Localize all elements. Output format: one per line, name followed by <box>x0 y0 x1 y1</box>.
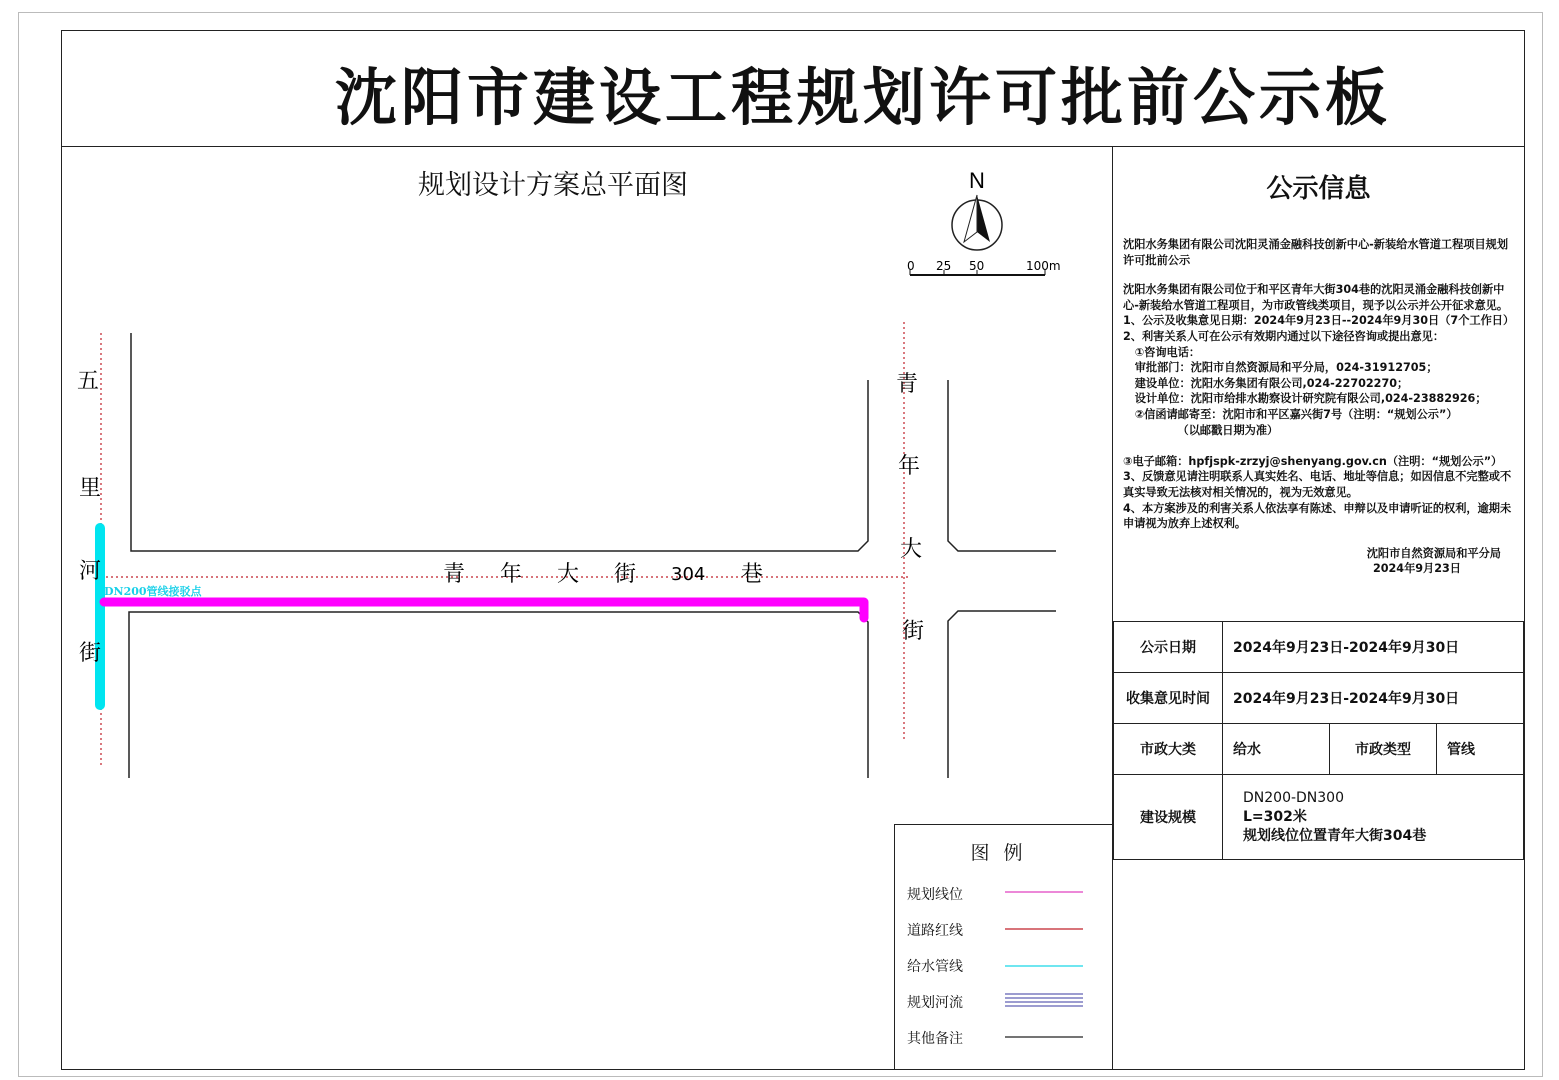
scale-label: 建设规模 <box>1114 775 1223 860</box>
legend-label: 规划河流 <box>907 995 963 1011</box>
road-label-wulihe: 五 <box>77 369 100 394</box>
scale-tick-label: 0 <box>907 259 915 273</box>
info-paragraph: 沈阳水务集团有限公司位于和平区青年大街304巷的沈阳灵涌金融科技创新中心-新装给水管道工程项目，为市政管线类项目，现予以公示并公开征求意见。 <box>1123 283 1509 312</box>
collect-label: 收集意见时间 <box>1114 673 1223 724</box>
collect-value: 2024年9月23日-2024年9月30日 <box>1223 673 1524 724</box>
legend-label: 给水管线 <box>907 959 963 975</box>
road-label-lane: 巷 <box>741 562 764 587</box>
info-paragraph: ②信函请邮寄至：沈阳市和平区嘉兴街7号（注明：“规划公示”） <box>1123 407 1458 421</box>
board-title: 沈阳市建设工程规划许可批前公示板 <box>334 61 1391 134</box>
scale-bar <box>907 259 1061 275</box>
north-arrow-icon <box>952 168 1002 250</box>
road-label-wulihe: 街 <box>79 641 102 666</box>
pipe-connection-label: DN200管线接驳点 <box>104 585 202 598</box>
info-heading: 公示信息 <box>1266 174 1371 204</box>
road-label-qingnian: 街 <box>902 619 925 644</box>
road-label-lane: 青 <box>443 562 466 587</box>
road-label-lane: 大 <box>557 562 580 587</box>
info-paragraph: ③电子邮箱：hpfjspk-zrzyj@shenyang.gov.cn（注明：“规划公示”） <box>1123 439 1503 468</box>
road-label-wulihe: 河 <box>79 559 102 584</box>
info-paragraph: 设计单位：沈阳市给排水勘察设计研究院有限公司,024-23882926； <box>1123 392 1487 406</box>
legend-label: 其他备注 <box>907 1031 963 1047</box>
road-label-qingnian: 大 <box>900 537 923 562</box>
north-label: N <box>969 168 985 193</box>
scale-line: L=302米 <box>1243 808 1307 825</box>
sign-org: 沈阳市自然资源局和平分局 <box>1366 546 1501 560</box>
scale-tick-label: 25 <box>936 259 952 273</box>
info-paragraph: 2、利害关系人可在公示有效期内通过以下途径咨询或提出意见： <box>1123 329 1445 343</box>
legend-label: 道路红线 <box>907 923 963 939</box>
road-label-lane: 304 <box>671 564 706 585</box>
road-label-wulihe: 里 <box>79 476 102 501</box>
info-paragraph: 3、反馈意见请注明联系人真实姓名、电话、地址等信息；如因信息不完整或不真实导致无法核对相关情况的，视为无效意见。 <box>1123 470 1512 499</box>
road-label-lane: 年 <box>500 562 523 587</box>
scale-tick-label: 100m <box>1026 259 1061 273</box>
info-body <box>1123 237 1513 577</box>
scale-value <box>1223 775 1524 860</box>
type-value: 管线 <box>1437 724 1524 775</box>
scale-line: DN200-DN300 <box>1243 789 1345 806</box>
date-label: 公示日期 <box>1114 622 1223 673</box>
info-paragraph: 4、本方案涉及的利害关系人依法享有陈述、申辩以及申请听证的权利，逾期未申请视为放弃上述权利。 <box>1123 501 1512 531</box>
legend-title: 图例 <box>970 842 1037 864</box>
sign-date: 2024年9月23日 <box>1372 562 1461 576</box>
plan-title: 规划设计方案总平面图 <box>418 170 688 201</box>
road-red-lines <box>101 322 908 768</box>
type-label: 市政类型 <box>1330 724 1437 775</box>
info-paragraph: （以邮戳日期为准） <box>1123 423 1279 437</box>
road-label-qingnian: 青 <box>896 372 919 397</box>
scale-tick-label: 50 <box>969 259 985 273</box>
info-paragraph: 建设单位：沈阳水务集团有限公司,024-22702270； <box>1123 376 1409 390</box>
category-value: 给水 <box>1223 724 1330 775</box>
info-paragraph: ①咨询电话： <box>1123 345 1201 359</box>
info-paragraph: 1、公示及收集意见日期：2024年9月23日--2024年9月30日（7个工作日） <box>1123 314 1515 328</box>
legend-label: 规划线位 <box>907 887 963 903</box>
info-paragraph: 沈阳水务集团有限公司沈阳灵涌金融科技创新中心-新装给水管道工程项目规划许可批前公示 <box>1123 238 1509 267</box>
info-table <box>1113 621 1524 860</box>
road-label-lane: 街 <box>614 562 637 587</box>
info-paragraph: 审批部门：沈阳市自然资源局和平分局，024-31912705； <box>1123 361 1438 375</box>
date-value: 2024年9月23日-2024年9月30日 <box>1223 622 1524 673</box>
road-label-qingnian: 年 <box>898 454 921 479</box>
scale-line: 规划线位位置青年大街304巷 <box>1243 827 1427 844</box>
planned-pipe-route <box>104 602 864 618</box>
category-label: 市政大类 <box>1114 724 1223 775</box>
